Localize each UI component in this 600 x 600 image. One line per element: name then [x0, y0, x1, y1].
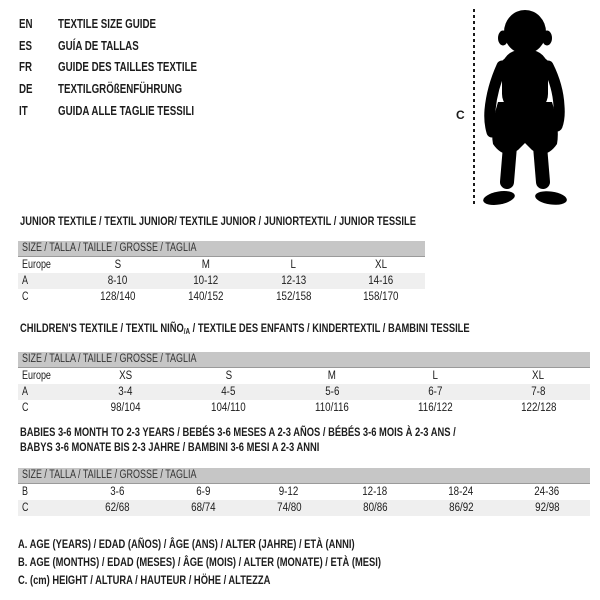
children-table-title: CHILDREN'S TEXTILE / TEXTIL $NIÑO_{/A}$ / TEXTILE DES ENFANTS / KINDERTEXTIL / BAMBINI TESSILE: [20, 321, 470, 336]
size-cell: XL: [532, 370, 545, 382]
lang-code: EN: [19, 16, 33, 31]
baby-silhouette-icon: [480, 10, 575, 208]
lang-title: TEXTILE SIZE GUIDE: [58, 16, 157, 31]
height-cell: 140/152: [187, 291, 224, 303]
height-cell: 74/80: [276, 502, 302, 514]
age-cell: 12-13: [280, 275, 306, 287]
age-cell: 24-36: [534, 486, 560, 498]
table-row-age: [18, 273, 425, 289]
table-row-age: [18, 384, 590, 400]
babies-table-title: BABIES 3-6 MONTH TO 2-3 YEARS / BEBÉS 3-6 MESES A 2-3 AÑOS / BÉBÉS 3-6 MOIS À 2-3 ANS / BABYS 3-6 MONATE BIS 2-3 JAHRE / BAMBINI 3-6 MESI A 2-3 ANNI: [20, 425, 456, 454]
height-cell: 128/140: [100, 291, 136, 303]
height-cell: 116/122: [417, 402, 453, 414]
height-cell: 86/92: [448, 502, 474, 514]
age-cell: 6-7: [428, 386, 443, 398]
lang-title: TEXTILGRÖßENFÜHRUNG: [58, 81, 183, 96]
lang-title: GUIDE DES TAILLES TEXTILE: [58, 60, 198, 75]
age-cell: 9-12: [279, 486, 299, 498]
lang-code: DE: [19, 81, 33, 96]
lang-row-es: [19, 35, 236, 57]
row-label: Europe: [22, 259, 51, 271]
size-cell: L: [290, 259, 297, 271]
table-row-height: [18, 400, 590, 416]
height-cell: 158/170: [363, 291, 399, 303]
table-row-europe: [18, 368, 590, 384]
height-cell: 92/98: [534, 502, 560, 514]
age-cell: 3-6: [109, 486, 125, 498]
lang-row-en: [19, 13, 236, 35]
legend-notes: [18, 535, 596, 589]
row-label: A: [22, 386, 28, 398]
row-label: C: [22, 502, 29, 514]
height-cell: 152/158: [275, 291, 312, 303]
size-header-label: SIZE / TALLA / TAILLE / GRÖSSE / TAGLIA: [22, 353, 197, 365]
language-title-block: [19, 13, 236, 121]
size-cell: M: [201, 259, 210, 271]
size-header-label: SIZE / TALLA / TAILLE / GRÖSSE / TAGLIA: [22, 469, 197, 481]
height-measure-label: C: [456, 108, 465, 122]
babies-size-table: [18, 468, 590, 516]
lang-row-fr: [19, 56, 236, 78]
size-cell: S: [114, 259, 122, 271]
table-row-age-months: [18, 484, 590, 500]
children-size-table: [18, 352, 590, 416]
height-cell: 68/74: [190, 502, 216, 514]
lang-code: FR: [19, 60, 33, 75]
row-label: A: [22, 275, 28, 287]
lang-title: GUÍA DE TALLAS: [58, 38, 139, 53]
size-guide-content: [18, 214, 596, 589]
lang-title: GUIDA ALLE TAGLIE TESSILI: [58, 103, 195, 118]
lang-row-it: [19, 100, 236, 122]
size-cell: XL: [375, 259, 388, 271]
size-header-band: [18, 468, 590, 484]
age-cell: 6-9: [195, 486, 211, 498]
size-cell: M: [327, 370, 337, 382]
age-cell: 4-5: [221, 386, 236, 398]
size-cell: XS: [119, 370, 133, 382]
title-subscript: /A: [183, 327, 191, 336]
age-cell: 7-8: [531, 386, 546, 398]
height-cell: 80/86: [362, 502, 388, 514]
junior-table-title: JUNIOR TEXTILE / TEXTIL JUNIOR/ TEXTILE JUNIOR / JUNIORTEXTIL / JUNIOR TESSILE: [20, 214, 416, 228]
note-b-age-months: B. AGE (MONTHS) / EDAD (MESES) / ÂGE (MOIS) / ALTER (MONATE) / ETÀ (MESI): [18, 555, 381, 569]
lang-code: ES: [19, 38, 33, 53]
lang-code: IT: [19, 103, 28, 118]
row-label: Europe: [22, 370, 51, 382]
note-c-height: C. (cm) HEIGHT / ALTURA / HAUTEUR / HÖHE / ALTEZZA: [18, 573, 271, 587]
height-measure-dashed-line: [473, 9, 475, 207]
height-cell: 62/68: [104, 502, 130, 514]
row-label: C: [22, 291, 29, 303]
row-label: C: [22, 402, 29, 414]
size-cell: S: [225, 370, 233, 382]
age-cell: 3-4: [118, 386, 133, 398]
size-header-label: SIZE / TALLA / TAILLE / GRÖSSE / TAGLIA: [22, 242, 197, 254]
size-header-band: [18, 352, 590, 368]
row-label: B: [22, 486, 28, 498]
table-row-height: [18, 289, 425, 305]
age-cell: 10-12: [193, 275, 219, 287]
size-header-band: [18, 241, 425, 257]
height-cell: 122/128: [520, 402, 557, 414]
age-cell: 18-24: [448, 486, 474, 498]
age-cell: 12-18: [362, 486, 388, 498]
table-row-europe: [18, 257, 425, 273]
age-cell: 8-10: [108, 275, 128, 287]
height-cell: 104/110: [211, 402, 247, 414]
table-row-height: [18, 500, 590, 516]
note-a-age-years: A. AGE (YEARS) / EDAD (AÑOS) / ÂGE (ANS) / ALTER (JAHRE) / ETÀ (ANNI): [18, 537, 355, 551]
age-cell: 14-16: [368, 275, 394, 287]
height-cell: 98/104: [110, 402, 141, 414]
age-cell: 5-6: [324, 386, 340, 398]
junior-size-table: [18, 241, 425, 305]
lang-row-de: [19, 78, 236, 100]
height-cell: 110/116: [315, 402, 349, 414]
size-cell: L: [432, 370, 438, 382]
